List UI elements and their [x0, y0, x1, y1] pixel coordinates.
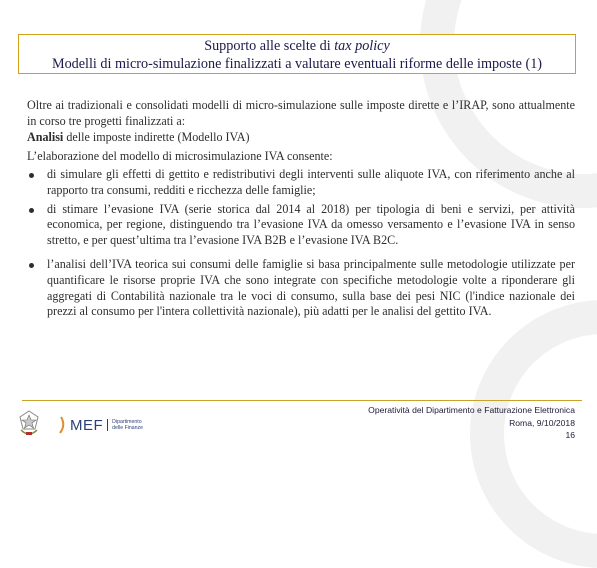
mef-logo-text: MEF — [70, 416, 104, 434]
bullet-item: di simulare gli effetti di gettito e redistributivi degli interventi sulle aliquote IVA, con riferimento anche al rapporto tra consumi, redditi e ricchezza delle famiglie; — [27, 167, 575, 198]
footer-date: Roma, 9/10/2018 — [509, 417, 575, 428]
slide-title-line1 — [19, 37, 575, 55]
mef-sub-line1: Dipartimento — [112, 419, 142, 425]
section-heading-rest: delle imposte indirette (Modello IVA) — [63, 130, 250, 145]
title-prefix: Supporto alle scelte di — [204, 38, 335, 54]
section-heading-bold: Analisi — [27, 130, 64, 145]
bullet-item: l’analisi dell’IVA teorica sui consumi delle famiglie si basa principalmente sulle metodologie utilizzate per quantificare le risorse proprie IVA che sono integrate con specifiche metodologie volte a riponderare gli aggregati di Contabilità nazionale tra le voci di consumo, sulla base dei pesi NIC (l'indice nazionale dei prezzi al consumo per l'intera collettività nazionale), più adatti per le analisi del gettito IVA. — [27, 257, 575, 319]
slide-title-box — [18, 34, 576, 74]
title-italic: tax policy — [334, 38, 390, 54]
mef-sub-line2: delle Finanze — [112, 425, 144, 431]
mef-logo — [58, 412, 143, 438]
footer-department: Operatività del Dipartimento e Fatturazione Elettronica — [368, 405, 575, 415]
page-number: 16 — [565, 430, 575, 440]
bullet-item: di stimare l’evasione IVA (serie storica dal 2014 al 2018) per tipologia di beni e servizi, per attività economica, per regione, distinguendo tra l’evasione IVA da omesso versamento e l’evasione IVA in senso stretto, e per quest’ultima tra l’evasione IVA B2B e l’evasione IVA B2C. — [27, 202, 575, 249]
mef-logo-subtitle — [107, 419, 143, 431]
italian-republic-emblem-icon — [18, 410, 40, 438]
intro-paragraph: Oltre ai tradizionali e consolidati modelli di micro-simulazione sulle imposte dirette e l’IRAP, sono attualmente in corso tre progetti finalizzati a: — [27, 98, 575, 128]
mef-swoosh-icon — [58, 415, 68, 435]
footer-divider — [22, 400, 582, 401]
slide-title-line2: Modelli di micro-simulazione finalizzati a valutare eventuali riforme delle imposte (1) — [51, 56, 543, 72]
footer-info — [368, 404, 575, 442]
slide-body — [27, 98, 575, 320]
section-heading — [27, 130, 575, 146]
lead-paragraph: L’elaborazione del modello di microsimulazione IVA consente: — [27, 148, 333, 163]
bullet-list — [27, 167, 575, 319]
